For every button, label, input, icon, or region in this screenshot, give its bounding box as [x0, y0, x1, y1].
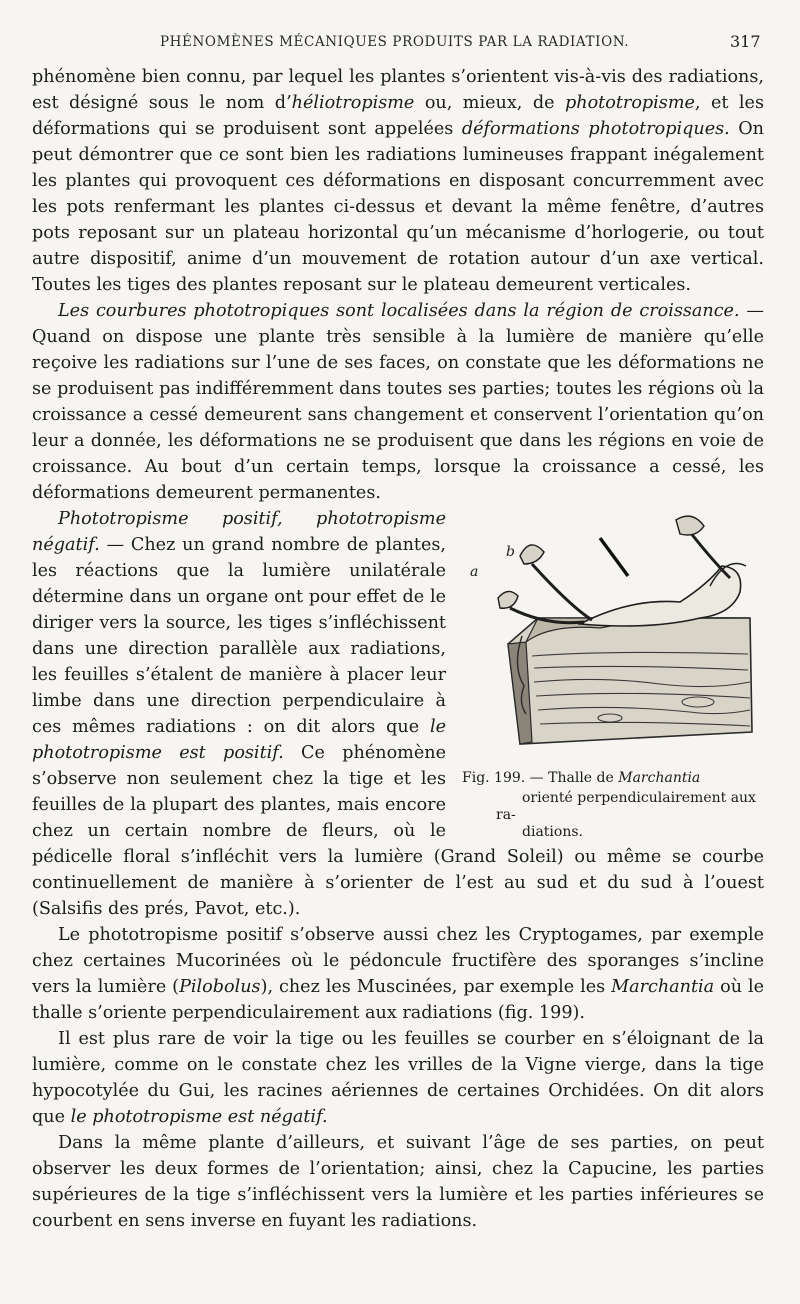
- text-run: phénomène bien connu, par lequel les plantes s’orientent vis-à-vis des radiations, est désigné sous le nom d’: [32, 67, 764, 113]
- text-run: où le thalle s’oriente perpendiculairement aux radiations (fig. 199).: [32, 977, 764, 1023]
- paragraph-6: [32, 1130, 764, 1234]
- text-run: phototropisme: [564, 93, 695, 113]
- caption-text: — Thalle de: [525, 770, 619, 786]
- figure-199: [460, 506, 764, 840]
- marchantia-illustration: [460, 506, 764, 764]
- text-run: — Chez un grand nombre de plantes, les réactions que la lumière unilatérale détermine dans un organe ont pour effet de le diriger vers la source, les tiges s’infléchissent dans une direction parallèle aux radiations, les feuilles s’étalent de manière à placer leur limbe dans une direction perpendiculaire à ces mêmes radiations : on dit alors que: [32, 535, 446, 737]
- figure-label-b: b: [506, 544, 515, 560]
- text-run: , et les déformations qui se produisent sont appelées: [32, 93, 764, 139]
- text-run: héliotropisme: [291, 93, 415, 113]
- text-run: Il est plus rare de voir la tige ou les feuilles se courber en s’éloignant de la lumière, comme on le constate chez les vrilles de la Vigne vierge, dans la tige hypocotylée du Gui, les racines aériennes de certaines Orchidées. On dit alors que: [32, 1029, 764, 1127]
- text-run: Marchantia: [611, 977, 715, 997]
- text-run: déformations phototropiques.: [461, 119, 730, 139]
- caption-line-2: orienté perpendiculairement aux ra-: [496, 790, 756, 823]
- running-title: PHÉNOMÈNES MÉCANIQUES PRODUITS PAR LA RADIATION.: [160, 34, 630, 50]
- caption-italic: Marchantia: [618, 770, 701, 786]
- caption-number: Fig. 199.: [462, 770, 526, 786]
- paragraph-1: [32, 64, 764, 298]
- text-run: Phototropisme positif, phototropisme négatif.: [32, 509, 446, 555]
- text-run: Ce phénomène s’observe non seulement chez la tige et les feuilles de la plupart des plantes, mais encore chez un certain nombre de fleurs, où le pédicelle floral s’infléchit vers la lumière (Grand Soleil) ou même se courbe continuellement de manière à s’orienter de l’est au sud et du sud à l’ouest (Salsifis des prés, Pavot, etc.).: [32, 743, 764, 919]
- text-run: On peut démontrer que ce sont bien les radiations lumineuses frappant inégalement les plantes qui provoquent ces déformations en disposant concurremment avec les pots renfermant les plantes ci-dessus et devant la même fenêtre, d’autres pots reposant sur un plateau horizontal qu’un mécanisme d’horlogerie, ou tout autre dispositif, anime d’un mouvement de rotation autour d’un axe vertical. Toutes les tiges des plantes reposant sur le plateau demeurent verticales.: [32, 119, 765, 295]
- paragraph-3: [32, 506, 764, 922]
- text-run: ou, mieux, de: [414, 93, 565, 113]
- page-number: 317: [730, 32, 761, 51]
- text-run: ), chez les Muscinées, par exemple les: [260, 977, 612, 997]
- page-body: [32, 64, 764, 1234]
- figure-caption: [460, 770, 764, 841]
- text-run: Le phototropisme positif s’observe aussi chez les Cryptogames, par exemple chez certaines Mucorinées où le pédoncule fructifère des sporanges s’incline vers la lumière (: [32, 925, 764, 997]
- figure-label-a: a: [470, 564, 479, 580]
- text-run: le phototropisme est négatif.: [70, 1107, 328, 1127]
- text-run: Les courbures phototropiques sont localisées dans la région de croissance.: [58, 301, 740, 321]
- text-run: Pilobolus: [179, 977, 261, 997]
- page-header: [0, 34, 800, 56]
- caption-line-3: diations.: [522, 824, 583, 840]
- paragraph-5: [32, 1026, 764, 1130]
- text-run: Dans la même plante d’ailleurs, et suivant l’âge de ses parties, on peut observer les deux formes de l’orientation; ainsi, chez la Capucine, les parties supérieures de la tige s’infléchissent vers la lumière et les parties inférieures se courbent en sens inverse en fuyant les radiations.: [32, 1133, 764, 1231]
- paragraph-2: [32, 298, 764, 506]
- text-run: le phototropisme est positif.: [32, 717, 446, 763]
- text-run: — Quand on dispose une plante très sensible à la lumière de manière qu’elle reçoive les radiations sur l’une de ses faces, on constate que les déformations ne se produisent pas indifféremment dans toutes ses parties; toutes les régions où la croissance a cessé demeurent sans changement et conservent l’orientation qu’on leur a donnée, les déformations ne se produisent que dans les régions en voie de croissance. Au bout d’un certain temps, lorsque la croissance a cessé, les déformations demeurent permanentes.: [32, 301, 764, 503]
- paragraph-4: [32, 922, 764, 1026]
